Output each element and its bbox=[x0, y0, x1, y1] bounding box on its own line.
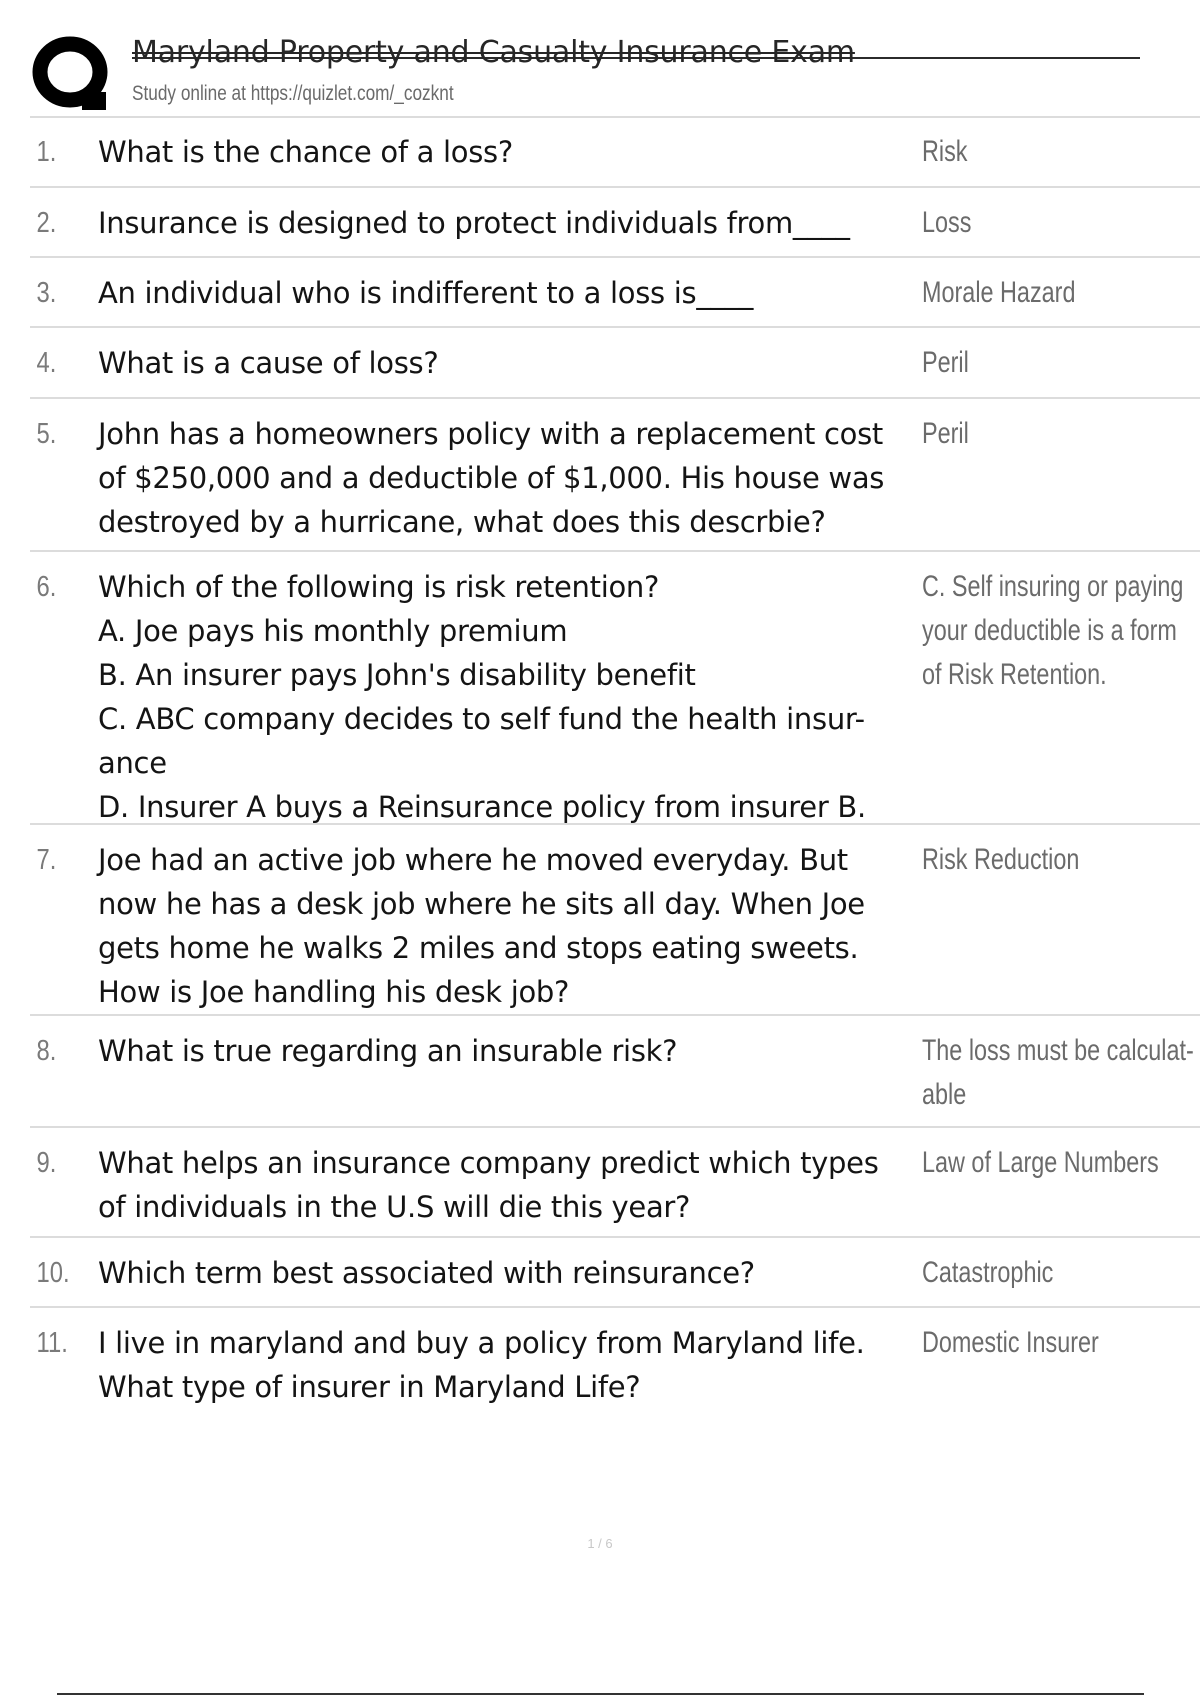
question-number: 5. bbox=[36, 418, 57, 450]
question-number: 6. bbox=[36, 571, 57, 603]
question-line: B. An insurer pays John's disability benefit bbox=[98, 658, 696, 692]
flashcard-row bbox=[30, 258, 1200, 328]
page-indicator: 1 / 6 bbox=[587, 1536, 613, 1551]
answer-line: able bbox=[922, 1078, 967, 1111]
answer-text bbox=[920, 1251, 1200, 1295]
question-line: What is a cause of loss? bbox=[98, 346, 439, 380]
answer-line: your deductible is a form bbox=[922, 614, 1177, 647]
question-number: 11. bbox=[36, 1327, 68, 1359]
question-text bbox=[98, 1321, 920, 1409]
question-line: of $250,000 and a deductible of $1,000. His house was bbox=[98, 461, 885, 495]
footer-divider bbox=[57, 1693, 1144, 1695]
question-text bbox=[98, 271, 920, 315]
answer-line: The loss must be calculat- bbox=[922, 1034, 1194, 1067]
answer-text bbox=[920, 271, 1200, 315]
question-text bbox=[98, 565, 920, 829]
flashcard-row bbox=[30, 1238, 1200, 1308]
question-text bbox=[98, 838, 920, 1014]
question-line: John has a homeowners policy with a replacement cost bbox=[98, 417, 883, 451]
answer-text bbox=[920, 201, 1200, 245]
question-number: 9. bbox=[36, 1147, 57, 1179]
question-line: What type of insurer in Maryland Life? bbox=[98, 1370, 641, 1404]
answer-text bbox=[920, 1141, 1200, 1185]
question-line: C. ABC company decides to self fund the health insur- bbox=[98, 702, 865, 736]
answer-text bbox=[920, 565, 1200, 697]
question-number: 10. bbox=[36, 1257, 70, 1289]
answer-line: Peril bbox=[922, 346, 969, 379]
answer-line: Peril bbox=[922, 417, 969, 450]
question-line: Which term best associated with reinsurance? bbox=[98, 1256, 755, 1290]
quizlet-logo-icon bbox=[30, 32, 114, 116]
answer-line: Loss bbox=[922, 206, 972, 239]
answer-text bbox=[920, 1321, 1200, 1365]
study-online-link-text[interactable]: Study online at https://quizlet.com/_cozknt bbox=[132, 82, 454, 105]
question-line: A. Joe pays his monthly premium bbox=[98, 614, 568, 648]
question-line: Insurance is designed to protect individuals from____ bbox=[98, 206, 850, 240]
question-text bbox=[98, 1251, 920, 1295]
flashcard-row bbox=[30, 825, 1200, 1016]
flashcard-list bbox=[30, 117, 1200, 1418]
question-text bbox=[98, 1029, 920, 1073]
answer-line: Morale Hazard bbox=[922, 276, 1076, 309]
question-number: 7. bbox=[36, 844, 57, 876]
question-line: of individuals in the U.S will die this year? bbox=[98, 1190, 691, 1224]
question-line: Which of the following is risk retention? bbox=[98, 570, 660, 604]
answer-text bbox=[920, 130, 1200, 174]
question-line: destroyed by a hurricane, what does this descrbie? bbox=[98, 505, 826, 539]
question-number: 4. bbox=[36, 347, 57, 379]
flashcard-row bbox=[30, 552, 1200, 825]
flashcard-row bbox=[30, 1128, 1200, 1238]
answer-text bbox=[920, 412, 1200, 456]
question-number: 3. bbox=[36, 277, 57, 309]
question-text bbox=[98, 341, 920, 385]
answer-line: Risk Reduction bbox=[922, 843, 1080, 876]
question-line: ance bbox=[98, 746, 167, 780]
page-header bbox=[30, 30, 1200, 118]
flashcard-row bbox=[30, 328, 1200, 399]
flashcard-row bbox=[30, 117, 1200, 188]
answer-line: C. Self insuring or paying bbox=[922, 570, 1184, 603]
answer-line: Catastrophic bbox=[922, 1256, 1054, 1289]
page-title: Maryland Property and Casualty Insurance Exam bbox=[132, 35, 855, 70]
question-line: I live in maryland and buy a policy from Maryland life. bbox=[98, 1326, 865, 1360]
answer-line: Law of Large Numbers bbox=[922, 1146, 1159, 1179]
question-line: What is the chance of a loss? bbox=[98, 135, 513, 169]
question-line: Joe had an active job where he moved everyday. But bbox=[98, 843, 848, 877]
question-line: What is true regarding an insurable risk? bbox=[98, 1034, 678, 1068]
question-line: How is Joe handling his desk job? bbox=[98, 975, 570, 1009]
question-text bbox=[98, 201, 920, 245]
question-line: gets home he walks 2 miles and stops eating sweets. bbox=[98, 931, 859, 965]
answer-line: Domestic Insurer bbox=[922, 1326, 1099, 1359]
question-number: 8. bbox=[36, 1035, 57, 1067]
question-number: 2. bbox=[36, 207, 57, 239]
answer-line: Risk bbox=[922, 135, 968, 168]
question-text bbox=[98, 412, 920, 544]
question-line: now he has a desk job where he sits all day. When Joe bbox=[98, 887, 865, 921]
question-line: D. Insurer A buys a Reinsurance policy from insurer B. bbox=[98, 790, 866, 824]
flashcard-row bbox=[30, 1308, 1200, 1418]
answer-line: of Risk Retention. bbox=[922, 658, 1107, 691]
question-line: What helps an insurance company predict which types bbox=[98, 1146, 879, 1180]
flashcard-row bbox=[30, 1016, 1200, 1128]
question-text bbox=[98, 130, 920, 174]
flashcard-row bbox=[30, 399, 1200, 552]
answer-text bbox=[920, 1029, 1200, 1117]
answer-text bbox=[920, 838, 1200, 882]
question-number: 1. bbox=[36, 136, 57, 168]
flashcard-row bbox=[30, 188, 1200, 258]
question-line: An individual who is indifferent to a loss is____ bbox=[98, 276, 754, 310]
question-text bbox=[98, 1141, 920, 1229]
answer-text bbox=[920, 341, 1200, 385]
